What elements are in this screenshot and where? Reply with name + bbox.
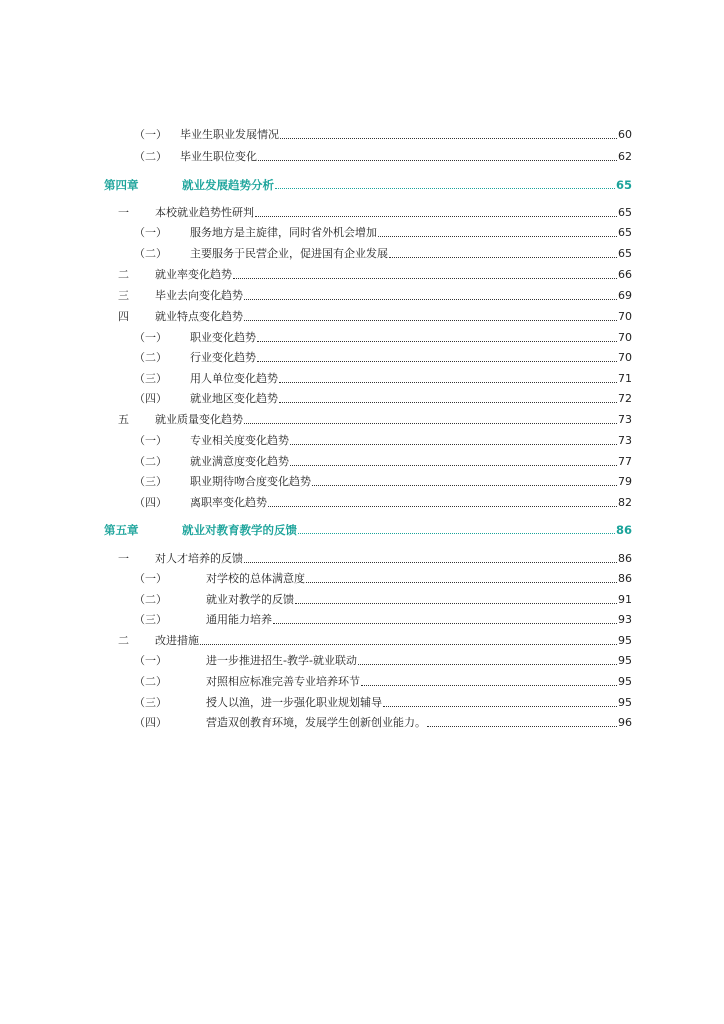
toc-entry-number: 四 bbox=[118, 310, 129, 323]
toc-entry-title: 职业期待吻合度变化趋势 bbox=[190, 475, 311, 488]
dot-leader bbox=[257, 361, 617, 362]
toc-entry-number: 五 bbox=[118, 413, 129, 426]
toc-entry-number: （一） bbox=[134, 434, 167, 447]
dot-leader bbox=[290, 465, 617, 466]
toc-entry-title: 就业质量变化趋势 bbox=[155, 413, 243, 426]
toc-entry-page-number: 95 bbox=[618, 696, 632, 709]
dot-leader bbox=[295, 603, 617, 604]
dot-leader bbox=[273, 623, 617, 624]
toc-entry[interactable] bbox=[134, 607, 632, 627]
toc-entry-title: 离职率变化趋势 bbox=[190, 496, 267, 509]
dot-leader bbox=[279, 402, 617, 403]
toc-entry-page-number: 70 bbox=[618, 351, 632, 364]
toc-entry-number: 一 bbox=[118, 206, 129, 219]
toc-entry[interactable] bbox=[134, 366, 632, 386]
dot-leader bbox=[358, 664, 617, 665]
toc-entry-number: 三 bbox=[118, 289, 129, 302]
toc-entry-page-number: 91 bbox=[618, 593, 632, 606]
toc-entry-page-number: 65 bbox=[618, 226, 632, 239]
toc-entry-page-number: 72 bbox=[618, 392, 632, 405]
toc-entry-page-number: 66 bbox=[618, 268, 632, 281]
dot-leader bbox=[268, 506, 617, 507]
toc-entry-number: （三） bbox=[134, 475, 167, 488]
dot-leader bbox=[244, 562, 617, 563]
toc-entry-number: 第四章 bbox=[104, 178, 139, 192]
dot-leader bbox=[255, 216, 617, 217]
toc-entry-page-number: 86 bbox=[618, 552, 632, 565]
toc-entry[interactable] bbox=[134, 325, 632, 345]
toc-entry-page-number: 82 bbox=[618, 496, 632, 509]
toc-entry-page-number: 65 bbox=[618, 247, 632, 260]
toc-entry-title: 授人以渔，进一步强化职业规划辅导 bbox=[206, 696, 382, 709]
toc-entry[interactable] bbox=[134, 587, 632, 607]
dot-leader bbox=[298, 533, 615, 534]
toc-entry-title: 就业率变化趋势 bbox=[155, 268, 232, 281]
toc-entry-title: 对学校的总体满意度 bbox=[206, 572, 305, 585]
toc-entry[interactable] bbox=[134, 648, 632, 668]
dot-leader bbox=[427, 726, 617, 727]
toc-entry-title: 对人才培养的反馈 bbox=[155, 552, 243, 565]
toc-entry-number: （一） bbox=[134, 226, 167, 239]
dot-leader bbox=[279, 382, 617, 383]
toc-entry-title: 就业对教育教学的反馈 bbox=[182, 523, 297, 537]
toc-entry-page-number: 86 bbox=[615, 523, 632, 537]
dot-leader bbox=[244, 299, 617, 300]
toc-entry-title: 改进措施 bbox=[155, 634, 199, 647]
toc-entry-page-number: 86 bbox=[618, 572, 632, 585]
toc-entry-title: 就业地区变化趋势 bbox=[190, 392, 278, 405]
toc-entry-number: （二） bbox=[134, 351, 167, 364]
toc-entry[interactable] bbox=[118, 200, 632, 220]
toc-entry[interactable] bbox=[118, 628, 632, 648]
toc-entry-page-number: 70 bbox=[618, 310, 632, 323]
toc-entry-page-number: 95 bbox=[618, 675, 632, 688]
toc-entry[interactable] bbox=[134, 449, 632, 469]
toc-entry-title: 职业变化趋势 bbox=[190, 331, 256, 344]
toc-entry-title: 毕业生职位变化 bbox=[180, 150, 257, 163]
toc-entry-title: 用人单位变化趋势 bbox=[190, 372, 278, 385]
toc-entry-page-number: 65 bbox=[615, 178, 632, 192]
toc-entry-title: 就业发展趋势分析 bbox=[182, 178, 274, 192]
toc-entry-number: 二 bbox=[118, 634, 129, 647]
toc-entry-number: 一 bbox=[118, 552, 129, 565]
toc-entry-page-number: 73 bbox=[618, 434, 632, 447]
toc-entry[interactable] bbox=[118, 262, 632, 282]
dot-leader bbox=[275, 188, 615, 189]
toc-chapter-entry[interactable] bbox=[104, 517, 632, 537]
toc-entry-title: 服务地方是主旋律，同时省外机会增加 bbox=[190, 226, 377, 239]
toc-entry-page-number: 95 bbox=[618, 654, 632, 667]
dot-leader bbox=[244, 320, 617, 321]
toc-entry-number: （二） bbox=[134, 247, 167, 260]
toc-entry-title: 营造双创教育环境，发展学生创新创业能力。 bbox=[206, 716, 426, 729]
toc-entry[interactable] bbox=[134, 469, 632, 489]
dot-leader bbox=[312, 485, 617, 486]
toc-entry-title: 专业相关度变化趋势 bbox=[190, 434, 289, 447]
toc-entry[interactable] bbox=[134, 566, 632, 586]
dot-leader bbox=[290, 444, 617, 445]
toc-entry-title: 行业变化趋势 bbox=[190, 351, 256, 364]
toc-entry[interactable] bbox=[134, 345, 632, 365]
dot-leader bbox=[280, 138, 617, 139]
toc-entry-title: 进一步推进招生-教学-就业联动 bbox=[206, 654, 357, 667]
toc-entry-page-number: 77 bbox=[618, 455, 632, 468]
toc-entry[interactable] bbox=[134, 122, 632, 142]
toc-entry-page-number: 65 bbox=[618, 206, 632, 219]
toc-entry[interactable] bbox=[134, 490, 632, 510]
toc-entry-number: （四） bbox=[134, 496, 167, 509]
toc-entry-title: 就业特点变化趋势 bbox=[155, 310, 243, 323]
toc-entry-number: （四） bbox=[134, 392, 167, 405]
toc-entry-number: （一） bbox=[134, 572, 167, 585]
toc-entry-page-number: 79 bbox=[618, 475, 632, 488]
toc-entry[interactable] bbox=[118, 407, 632, 427]
toc-entry-page-number: 93 bbox=[618, 613, 632, 626]
toc-chapter-entry[interactable] bbox=[104, 172, 632, 192]
toc-entry[interactable] bbox=[134, 386, 632, 406]
toc-entry[interactable] bbox=[134, 241, 632, 261]
toc-entry-title: 通用能力培养 bbox=[206, 613, 272, 626]
toc-entry-number: （二） bbox=[134, 675, 167, 688]
toc-entry-number: （三） bbox=[134, 372, 167, 385]
toc-entry[interactable] bbox=[118, 546, 632, 566]
toc-entry[interactable] bbox=[134, 710, 632, 730]
toc-entry-number: （三） bbox=[134, 613, 167, 626]
dot-leader bbox=[306, 582, 617, 583]
toc-entry-title: 本校就业趋势性研判 bbox=[155, 206, 254, 219]
toc-entry-number: （一） bbox=[134, 654, 167, 667]
dot-leader bbox=[244, 423, 617, 424]
toc-entry[interactable] bbox=[118, 304, 632, 324]
toc-entry-title: 就业满意度变化趋势 bbox=[190, 455, 289, 468]
toc-entry-number: （二） bbox=[134, 455, 167, 468]
toc-entry-page-number: 73 bbox=[618, 413, 632, 426]
toc-entry-title: 对照相应标准完善专业培养环节 bbox=[206, 675, 360, 688]
dot-leader bbox=[361, 685, 617, 686]
toc-entry-title: 毕业生职业发展情况 bbox=[180, 128, 279, 141]
toc-entry[interactable] bbox=[134, 669, 632, 689]
toc-entry-page-number: 96 bbox=[618, 716, 632, 729]
dot-leader bbox=[389, 257, 617, 258]
toc-entry[interactable] bbox=[134, 428, 632, 448]
toc-entry-title: 主要服务于民营企业，促进国有企业发展 bbox=[190, 247, 388, 260]
dot-leader bbox=[200, 644, 617, 645]
toc-entry-page-number: 70 bbox=[618, 331, 632, 344]
toc-entry-title: 就业对教学的反馈 bbox=[206, 593, 294, 606]
toc-entry-number: （二） bbox=[134, 150, 167, 163]
toc-entry-page-number: 71 bbox=[618, 372, 632, 385]
dot-leader bbox=[233, 278, 617, 279]
toc-entry[interactable] bbox=[118, 283, 632, 303]
dot-leader bbox=[378, 236, 617, 237]
toc-entry-number: （一） bbox=[134, 331, 167, 344]
toc-entry-number: 二 bbox=[118, 268, 129, 281]
toc-entry-page-number: 95 bbox=[618, 634, 632, 647]
toc-entry-page-number: 60 bbox=[618, 128, 632, 141]
toc-entry[interactable] bbox=[134, 220, 632, 240]
toc-entry-number: （三） bbox=[134, 696, 167, 709]
toc-entry-number: （二） bbox=[134, 593, 167, 606]
toc-entry-number: 第五章 bbox=[104, 523, 139, 537]
toc-entry-page-number: 69 bbox=[618, 289, 632, 302]
dot-leader bbox=[258, 160, 617, 161]
toc-entry-title: 毕业去向变化趋势 bbox=[155, 289, 243, 302]
toc-entry-number: （四） bbox=[134, 716, 167, 729]
dot-leader bbox=[383, 706, 617, 707]
toc-entry[interactable] bbox=[134, 690, 632, 710]
toc-entry-number: （一） bbox=[134, 128, 167, 141]
dot-leader bbox=[257, 341, 617, 342]
toc-entry[interactable] bbox=[134, 144, 632, 164]
toc-entry-page-number: 62 bbox=[618, 150, 632, 163]
